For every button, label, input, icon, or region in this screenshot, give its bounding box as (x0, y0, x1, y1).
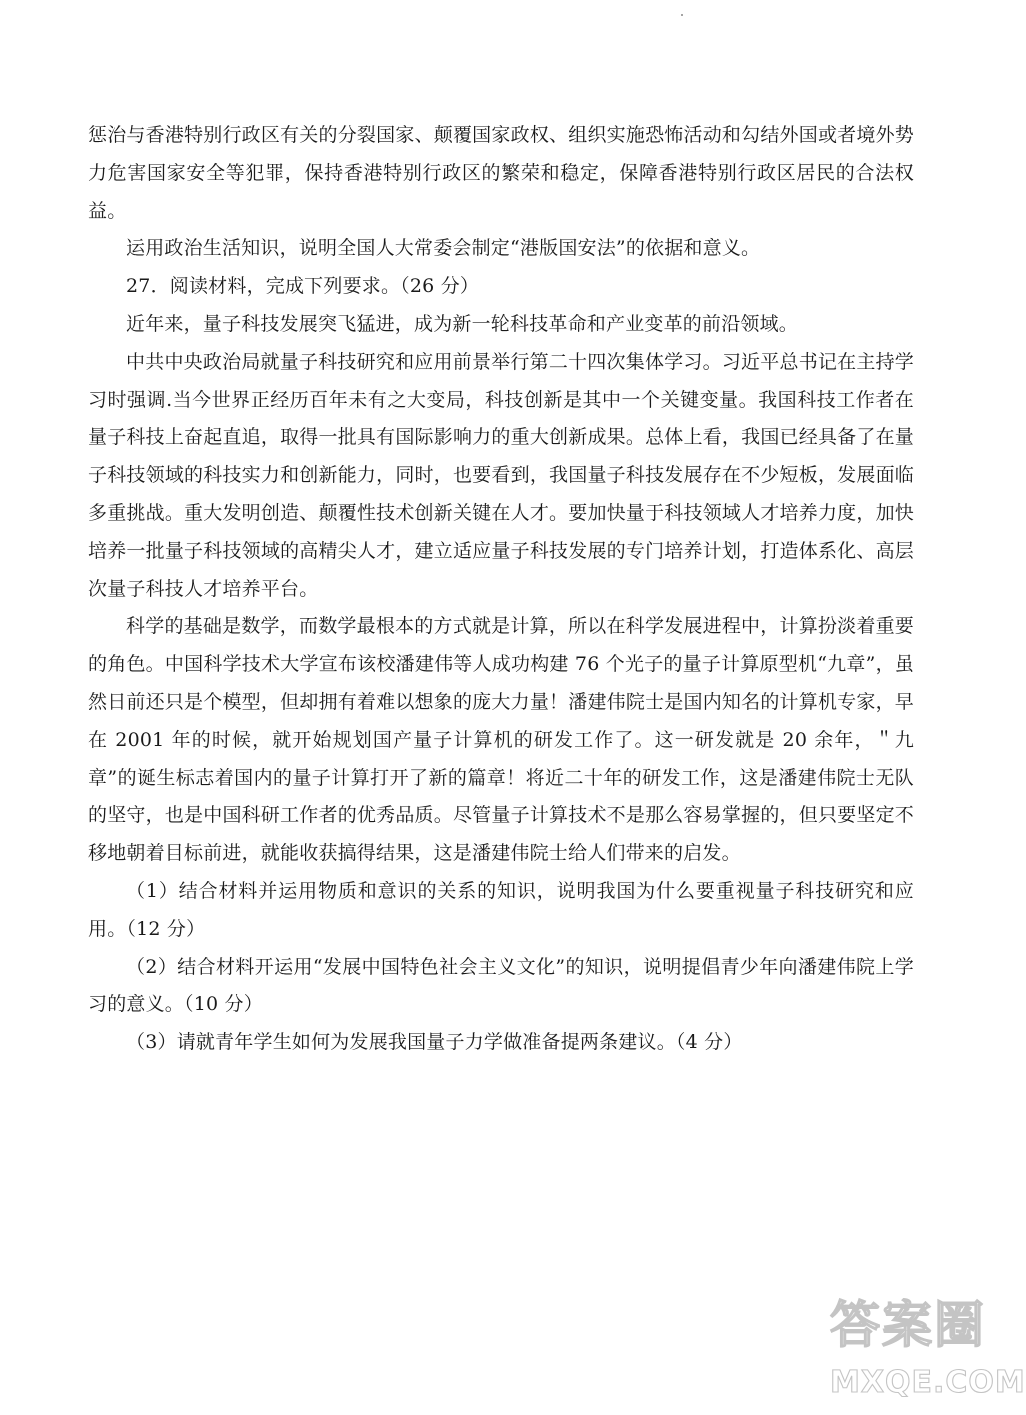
sub-question-2: （2）结合材料开运用“发展中国特色社会主义文化”的知识，说明提倡青少年向潘建伟院上学习的意义。（10 分） (88, 955, 914, 1016)
scan-speck (681, 14, 683, 16)
watermark-logo (830, 1285, 1026, 1410)
material-paragraph-politburo: 中共中央政治局就量子科技研究和应用前景举行第二十四次集体学习。习近平总书记在主持学习时强调.当今世界正经历百年未有之大变局，科技创新是其中一个关键变量。我国科技工作者在量子科技上奋起直追，取得一批具有国际影响力的重大创新成果。总体上看，我国已经具备了在量子科技领域的科技实力和创新能力，同时，也要看到，我国量子科技发展存在不少短板，发展面临多重挑战。重大发明创造、颠覆性技术创新关键在人才。要加快量于科技领域人才培养力度，加快培养一批量子科技领域的高精尖人才，建立适应量子科技发展的专门培养计划，打造体系化、高层次量子科技人才培养平台。 (88, 350, 914, 600)
question-26-prompt: 运用政治生活知识，说明全国人大常委会制定“港版国安法”的依据和意义。 (126, 237, 761, 260)
material-paragraph-jiuzhang: 科学的基础是数学，而数学最根本的方式就是计算，所以在科学发展进程中，计算扮淡着重要的角色。中国科学技术大学宣布该校潘建伟等人成功构建 76 个光子的量子计算原型机“九章”，虽然日前还只是个模型，但却拥有着难以想象的庞大力量！潘建伟院士是国内知名的计算机专家，早在 2001 年的时候，就开始规划国产量子计算机的研发工作了。这一研发就是 20 余年，＂九章”的诞生标志着国内的量子计算打开了新的篇章！将近二十年的研发工作，这是潘建伟院士无队的坚守，也是中国科研工作者的优秀品质。尽管量子计算技术不是那么容易掌握的，但只要坚定不移地朝着目标前进，就能收获搞得结果，这是潘建伟院士给人们带来的启发。 (88, 615, 914, 865)
watermark-url: MXQE.COM (830, 1365, 1026, 1400)
question-text (88, 117, 914, 1062)
material-intro: 近年来，量子科技发展突飞猛进，成为新一轮科技革命和产业变革的前沿领域。 (126, 312, 799, 335)
watermark-brand: 答案圈 (830, 1296, 986, 1354)
sub-question-3: （3）请就青年学生如何为发展我国量子力学做准备提两条建议。（4 分） (126, 1031, 743, 1054)
question-27-header: 27．阅读材料，完成下列要求。（26 分） (126, 275, 480, 298)
paragraph-law-continuation: 惩治与香港特别行政区有关的分裂国家、颠覆国家政权、组织实施恐怖活动和勾结外国或者境外势力危害国家安全等犯罪，保持香港特别行政区的繁荣和稳定，保障香港特别行政区居民的合法权益。 (88, 124, 914, 222)
sub-question-1: （1）结合材料并运用物质和意识的关系的知识，说明我国为什么要重视量子科技研究和应用。（12 分） (88, 879, 914, 940)
